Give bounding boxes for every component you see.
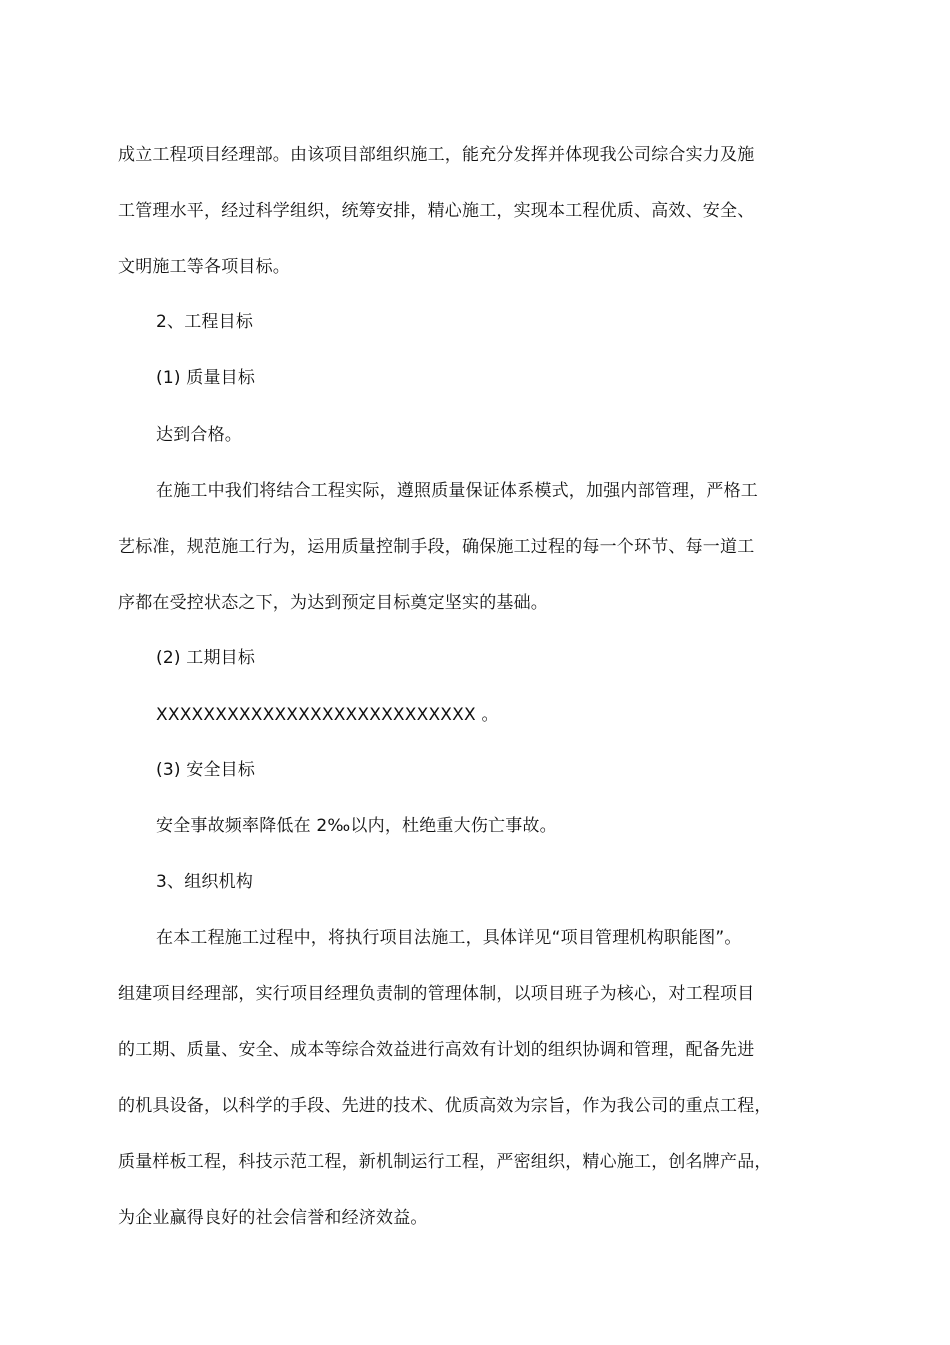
paragraph-line: 工管理水平，经过科学组织，统筹安排，精心施工，实现本工程优质、高效、安全、 xyxy=(118,201,755,221)
paragraph-line: 达到合格。 xyxy=(156,425,242,445)
paragraph-line: 艺标准，规范施工行为，运用质量控制手段，确保施工过程的每一个环节、每一道工 xyxy=(118,537,755,557)
subsection-heading: (2) 工期目标 xyxy=(156,648,256,668)
paragraph-line: 文明施工等各项目标。 xyxy=(118,257,290,277)
section-heading: 3、组织机构 xyxy=(156,872,254,892)
paragraph-line: XXXXXXXXXXXXXXXXXXXXXXXXXXX 。 xyxy=(156,705,499,725)
paragraph-line: 的机具设备，以科学的手段、先进的技术、优质高效为宗旨，作为我公司的重点工程， xyxy=(118,1096,772,1116)
paragraph-line: 质量样板工程，科技示范工程，新机制运行工程，严密组织，精心施工，创名牌产品， xyxy=(118,1152,772,1172)
paragraph-line: 安全事故频率降低在 2‰以内，杜绝重大伤亡事故。 xyxy=(156,816,557,836)
paragraph-line: 序都在受控状态之下，为达到预定目标奠定坚实的基础。 xyxy=(118,593,548,613)
paragraph-line: 的工期、质量、安全、成本等综合效益进行高效有计划的组织协调和管理，配备先进 xyxy=(118,1040,755,1060)
paragraph-line: 成立工程项目经理部。由该项目部组织施工，能充分发挥并体现我公司综合实力及施 xyxy=(118,145,755,165)
paragraph-line: 为企业赢得良好的社会信誉和经济效益。 xyxy=(118,1208,428,1228)
subsection-heading: (1) 质量目标 xyxy=(156,368,256,388)
section-heading: 2、工程目标 xyxy=(156,312,254,332)
paragraph-line: 在施工中我们将结合工程实际，遵照质量保证体系模式，加强内部管理，严格工 xyxy=(156,481,758,501)
paragraph-line: 组建项目经理部，实行项目经理负责制的管理体制，以项目班子为核心，对工程项目 xyxy=(118,984,755,1004)
paragraph-line: 在本工程施工过程中，将执行项目法施工，具体详见“项目管理机构职能图”。 xyxy=(156,928,742,948)
subsection-heading: (3) 安全目标 xyxy=(156,760,256,780)
